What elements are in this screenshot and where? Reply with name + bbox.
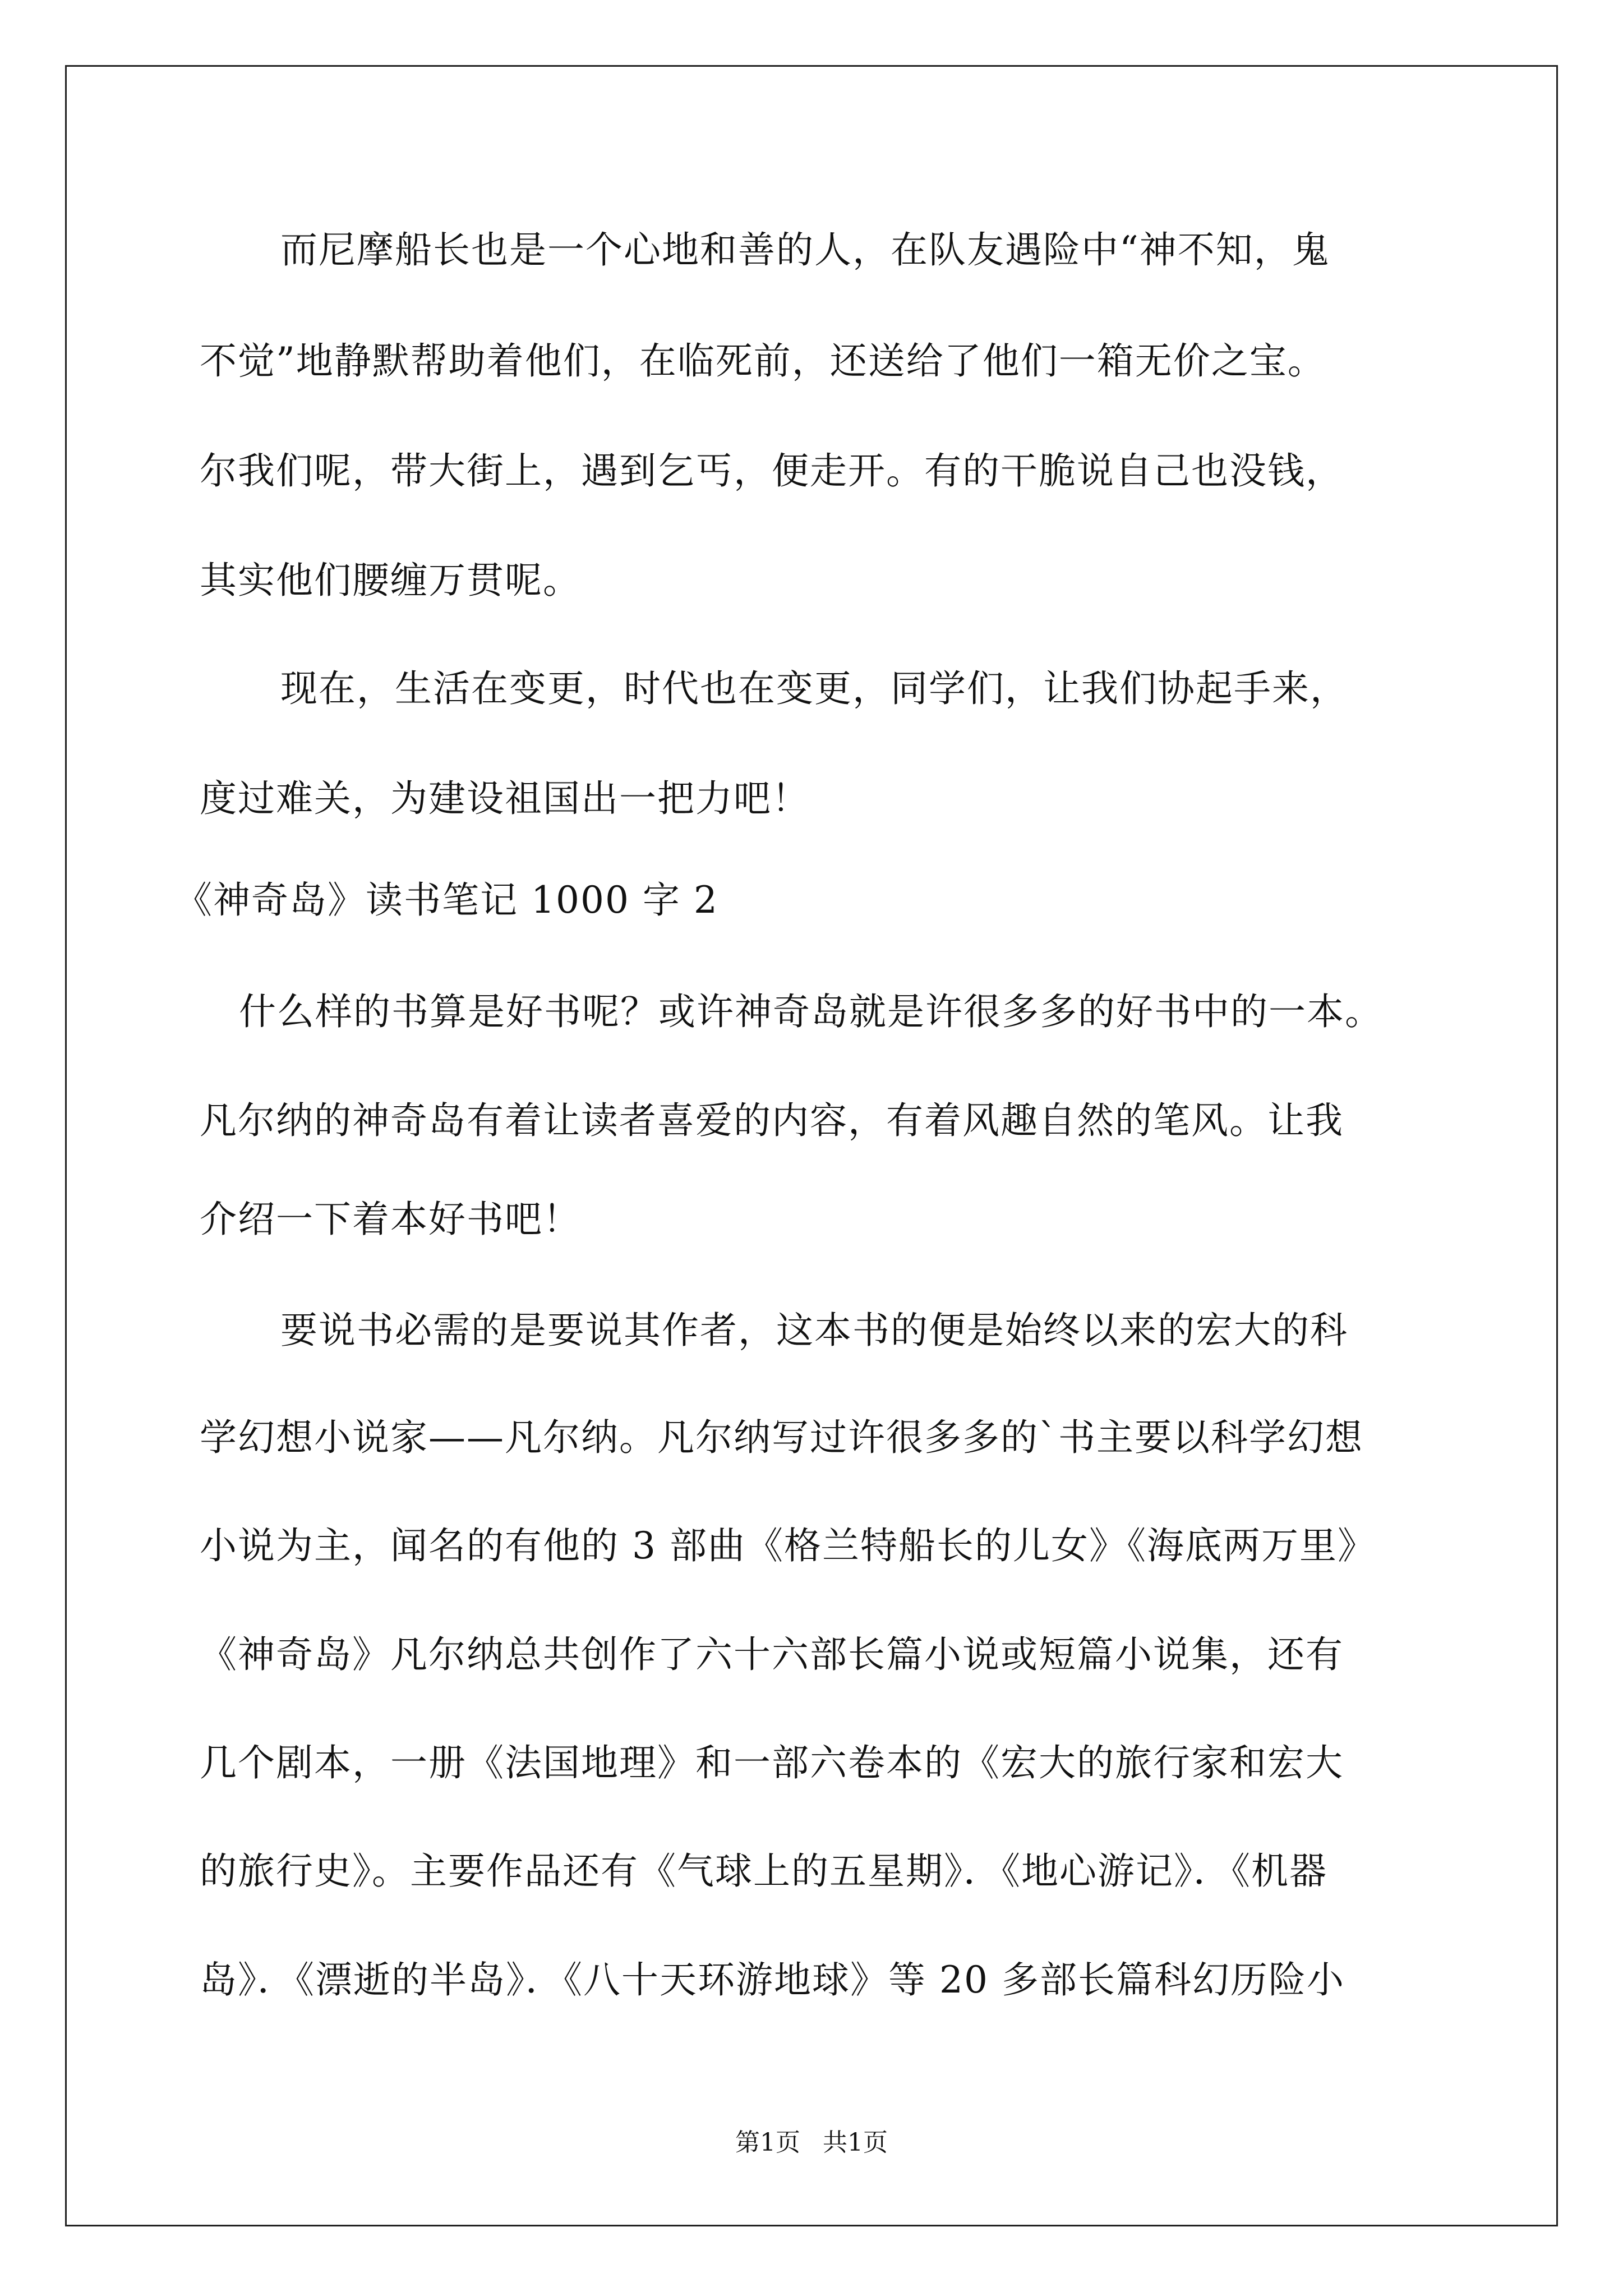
text-line: 度过难关，为建设祖国出一把力吧！ bbox=[200, 777, 810, 820]
text-line: 介绍一下着本好书吧！ bbox=[200, 1198, 581, 1241]
text-line: 现在，生活在变更，时代也在变更，同学们，让我们协起手来， bbox=[280, 667, 1348, 710]
section-heading: 《神奇岛》读书笔记 1000 字 2 bbox=[175, 878, 718, 922]
page-number: 第1页 bbox=[735, 2128, 800, 2157]
text-line: 《神奇岛》凡尔纳总共创作了六十六部长篇小说或短篇小说集，还有 bbox=[200, 1633, 1344, 1676]
text-line: 的旅行史》。主要作品还有《气球上的五星期》．《地心游记》．《机器 bbox=[200, 1849, 1327, 1893]
text-line: 而尼摩船长也是一个心地和善的人，在队友遇险中“神不知，鬼 bbox=[280, 228, 1330, 272]
text-line: 要说书必需的是要说其作者，这本书的便是始终以来的宏大的科 bbox=[280, 1309, 1348, 1352]
text-line: 几个剧本，一册《法国地理》和一部六卷本的《宏大的旅行家和宏大 bbox=[200, 1741, 1344, 1784]
text-line: 其实他们腰缠万贯呢。 bbox=[200, 559, 581, 602]
text-line: 学幻想小说家——凡尔纳。凡尔纳写过许很多多的`书主要以科学幻想 bbox=[200, 1416, 1363, 1459]
page-footer bbox=[0, 2126, 1623, 2160]
text-line: 小说为主，闻名的有他的 3 部曲《格兰特船长的儿女》《海底两万里》 bbox=[200, 1524, 1376, 1567]
text-line: 不觉”地静默帮助着他们，在临死前，还送给了他们一箱无价之宝。 bbox=[200, 339, 1326, 383]
page-total: 共1页 bbox=[823, 2128, 888, 2157]
text-line: 岛》．《漂逝的半岛》．《八十天环游地球》等 20 多部长篇科幻历险小 bbox=[200, 1958, 1345, 2001]
page-border bbox=[65, 65, 1558, 2226]
text-line: 什么样的书算是好书呢？或许神奇岛就是许很多多的好书中的一本。 bbox=[239, 990, 1383, 1033]
text-line: 尔我们呢，带大街上，遇到乞丐，便走开。有的干脆说自己也没钱， bbox=[200, 449, 1344, 493]
text-line: 凡尔纳的神奇岛有着让读者喜爱的内容，有着风趣自然的笔风。让我 bbox=[200, 1099, 1344, 1142]
